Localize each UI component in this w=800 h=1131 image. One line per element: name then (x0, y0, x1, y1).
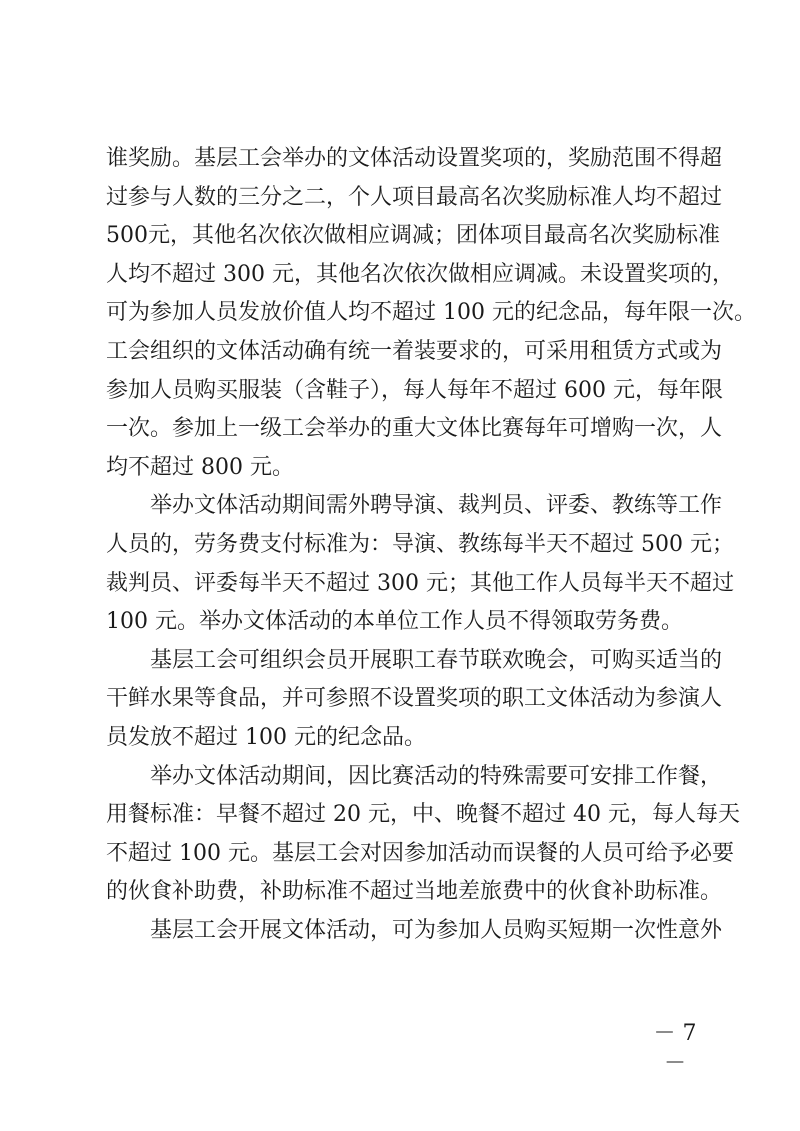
text-line: 500元，其他名次依次做相应调减；团体项目最高名次奖励标准 (106, 223, 720, 249)
paragraph-start-line: 举办文体活动期间需外聘导演、裁判员、评委、教练等工作 (150, 493, 723, 519)
text-line: 裁判员、评委每半天不超过 300 元；其他工作人员每半天不超过 (106, 570, 734, 596)
text-line: 人均不超过 300 元，其他名次依次做相应调减。未设置奖项的， (106, 261, 734, 287)
text-line: 干鲜水果等食品，并可参照不设置奖项的职工文体活动为参演人 (106, 686, 723, 712)
paragraph-start-line: 举办文体活动期间，因比赛活动的特殊需要可安排工作餐， (150, 763, 723, 789)
text-line: 不超过 100 元。基层工会对因参加活动而误餐的人员可给予必要 (106, 840, 734, 866)
text-line: 参加人员购买服装（含鞋子），每人每年不超过 600 元，每年限 (106, 377, 723, 403)
text-line: 谁奖励。基层工会举办的文体活动设置奖项的，奖励范围不得超 (106, 146, 723, 171)
text-line: 均不超过 800 元。 (106, 454, 294, 480)
text-line: 过参与人数的三分之二，个人项目最高名次奖励标准人均不超过 (106, 184, 723, 210)
text-line: 用餐标准：早餐不超过 20 元，中、晚餐不超过 40 元，每人每天 (106, 802, 740, 828)
page-number: － 7 － (653, 1021, 697, 1076)
paragraph-start-line: 基层工会开展文体活动，可为参加人员购买短期一次性意外 (150, 917, 723, 943)
text-line: 的伙食补助费，补助标准不超过当地差旅费中的伙食补助标准。 (106, 879, 723, 905)
text-line: 工会组织的文体活动确有统一着装要求的，可采用租赁方式或为 (106, 338, 723, 364)
body-text (106, 140, 756, 950)
text-line: 可为参加人员发放价值人均不超过 100 元的纪念品，每年限一次。 (106, 300, 756, 326)
text-line: 一次。参加上一级工会举办的重大文体比赛每年可增购一次，人 (106, 416, 723, 442)
text-line: 100 元。举办文体活动的本单位工作人员不得领取劳务费。 (106, 609, 683, 635)
paragraph-start-line: 基层工会可组织会员开展职工春节联欢晚会，可购买适当的 (150, 647, 723, 673)
text-line: 员发放不超过 100 元的纪念品。 (106, 724, 426, 750)
text-line: 人员的，劳务费支付标准为：导演、教练每半天不超过 500 元； (106, 531, 734, 557)
